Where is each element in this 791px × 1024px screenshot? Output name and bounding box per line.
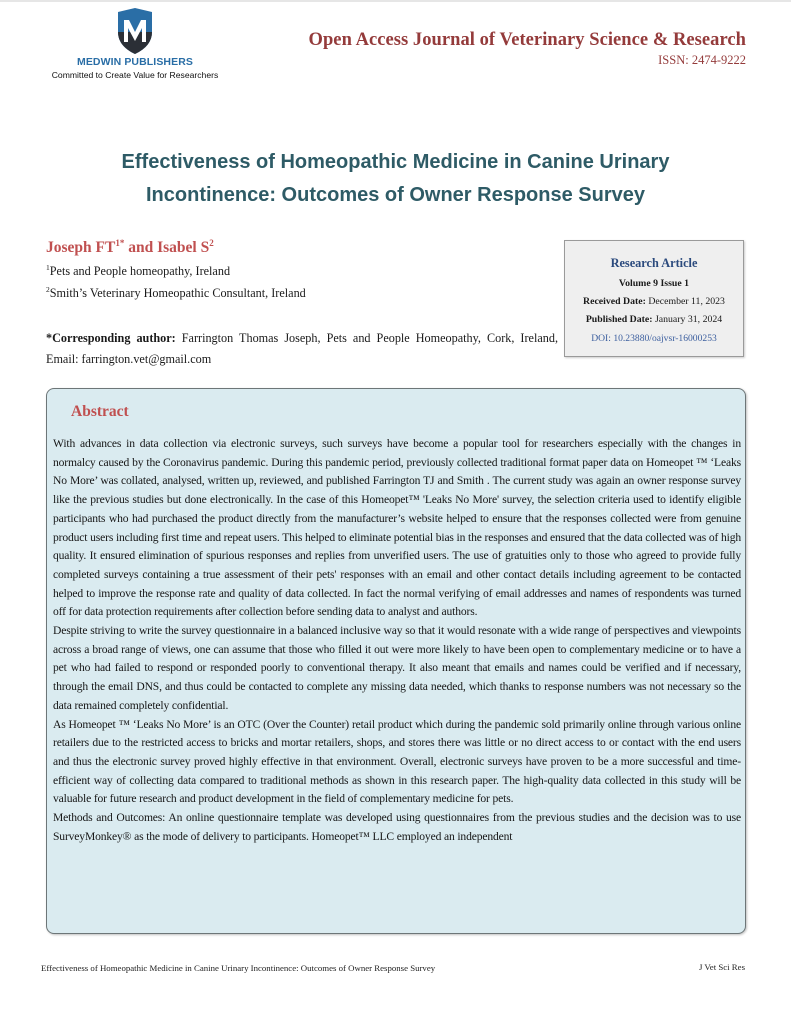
corresponding-author-text: Farrington Thomas Joseph, Pets and People Homeopathy, Cork, Ireland, Email: farrington.vet@gmail.com (46, 331, 558, 366)
abstract-box (46, 388, 746, 934)
publisher-tagline: Committed to Create Value for Researchers (51, 70, 219, 80)
doi-link[interactable]: DOI: 10.23880/oajvsr-16000253 (591, 333, 717, 344)
top-rule (0, 0, 791, 2)
journal-name: Open Access Journal of Veterinary Science & Research (308, 30, 746, 50)
corresponding-author (46, 328, 558, 370)
volume-issue (565, 278, 743, 289)
medwin-shield-logo-icon (115, 8, 155, 54)
received-date-value: December 11, 2023 (645, 296, 725, 307)
author-2-affil-mark: 2 (209, 238, 214, 248)
author-list (46, 238, 214, 257)
published-date-value: January 31, 2024 (652, 314, 723, 325)
abstract-body (53, 435, 741, 846)
author-1-affil-mark: 1* (115, 238, 125, 248)
footer-journal-abbrev: J Vet Sci Res (698, 962, 745, 972)
author-joiner: and (124, 239, 158, 257)
journal-issn: ISSN: 2474-9222 (658, 53, 746, 67)
corresponding-author-label: *Corresponding author: (46, 331, 176, 345)
received-date-label: Received Date: (583, 296, 646, 307)
affiliation-2-mark: 2 (46, 285, 50, 294)
received-date (565, 296, 743, 307)
article-title: Effectiveness of Homeopathic Medicine in Canine Urinary Incontinence: Outcomes of Owner Response Survey (121, 151, 670, 206)
author-1: Joseph FT (46, 239, 116, 257)
volume-issue-text: Volume 9 Issue 1 (618, 278, 690, 289)
affiliation-1 (46, 263, 230, 279)
abstract-heading: Abstract (71, 403, 129, 420)
journal-header (309, 30, 746, 68)
abstract-paragraph: Despite striving to write the survey questionnaire in a balanced inclusive way so that it would resonate with a wide range of perspectives and viewpoints across a broad range of views, one can assume that those who filled it out were more likely to have been open to complementary medicine or to have a pet who had failed to respond or responded poorly to conventional therapy. It also meant that emails and names could be verified and if necessary, through the email DNS, and thus could be contacted to complete any missing data needed, which thanks to response numbers was not necessary so the data remained completely confidential. (53, 624, 741, 712)
affiliation-1-text: Pets and People homeopathy, Ireland (49, 264, 231, 279)
article-type: Research Article (610, 256, 698, 270)
published-date (565, 314, 743, 325)
publisher-logo (40, 8, 230, 80)
footer-running-title: Effectiveness of Homeopathic Medicine in Canine Urinary Incontinence: Outcomes of Owner Response Survey (41, 963, 436, 973)
abstract-paragraph: With advances in data collection via electronic surveys, such surveys have become a popular tool for researchers especially with the changes in normalcy caused by the Coronavirus pandemic. During this pandemic period, previously collected traditional format paper data on Homeopet ™ ‘Leaks No More’ was collated, analysed, written up, reviewed, and published Farrington TJ and Smith . The current study was again an owner response survey like the previous studies but done electronically. In the case of this Homeopet™ 'Leaks No More' survey, the selection criteria used to identify eligible participants who had purchased the product directly from the manufacturer’s website helped to ensure that the responses collected were from genuine product users including first time and repeat users. This helped to eliminate potential bias in the responses and ensured that the data collected was of high quality. It ensured elimination of spurious responses and replies from unverified users. The use of gratuities only to those who agreed to provide fully completed surveys containing a true assessment of their pets' responses with an email and other contact details including agreement to be contacted helped to improve the response rate and quality of data collected. In fact the normal verifying of email addresses and names of respondents was turned off for data protection requirements after collection before sending data to analyst and authors. (53, 437, 741, 619)
affiliation-1-mark: 1 (46, 263, 50, 272)
abstract-paragraph: As Homeopet ™ ‘Leaks No More’ is an OTC (Over the Counter) retail product which during the pandemic sold primarily online through various online retailers due to the restricted access to bricks and mortar retailers, shops, and stores there was little or no direct access to or contact with the end users and thus the electronic survey proved highly effective in that environment. Overall, electronic surveys have proven to be a more successful and time-efficient way of collecting data compared to traditional methods as shown in this research paper. The high-quality data collected in this study will be valuable for future research and product development in the field of complementary medicine for pets. (53, 717, 741, 806)
published-date-label: Published Date: (585, 314, 653, 325)
affiliation-2 (46, 285, 306, 301)
abstract-paragraph: Methods and Outcomes: An online questionnaire template was developed using questionnaires from the previous studies and the decision was to use SurveyMonkey® as the mode of delivery to participants. Homeopet™ LLC employed an independent (53, 811, 741, 843)
publisher-name: MEDWIN PUBLISHERS (76, 56, 194, 68)
affiliation-2-text: Smith’s Veterinary Homeopathic Consultant, Ireland (49, 286, 306, 301)
article-info-box (564, 240, 744, 357)
author-2: Isabel S (157, 239, 210, 257)
